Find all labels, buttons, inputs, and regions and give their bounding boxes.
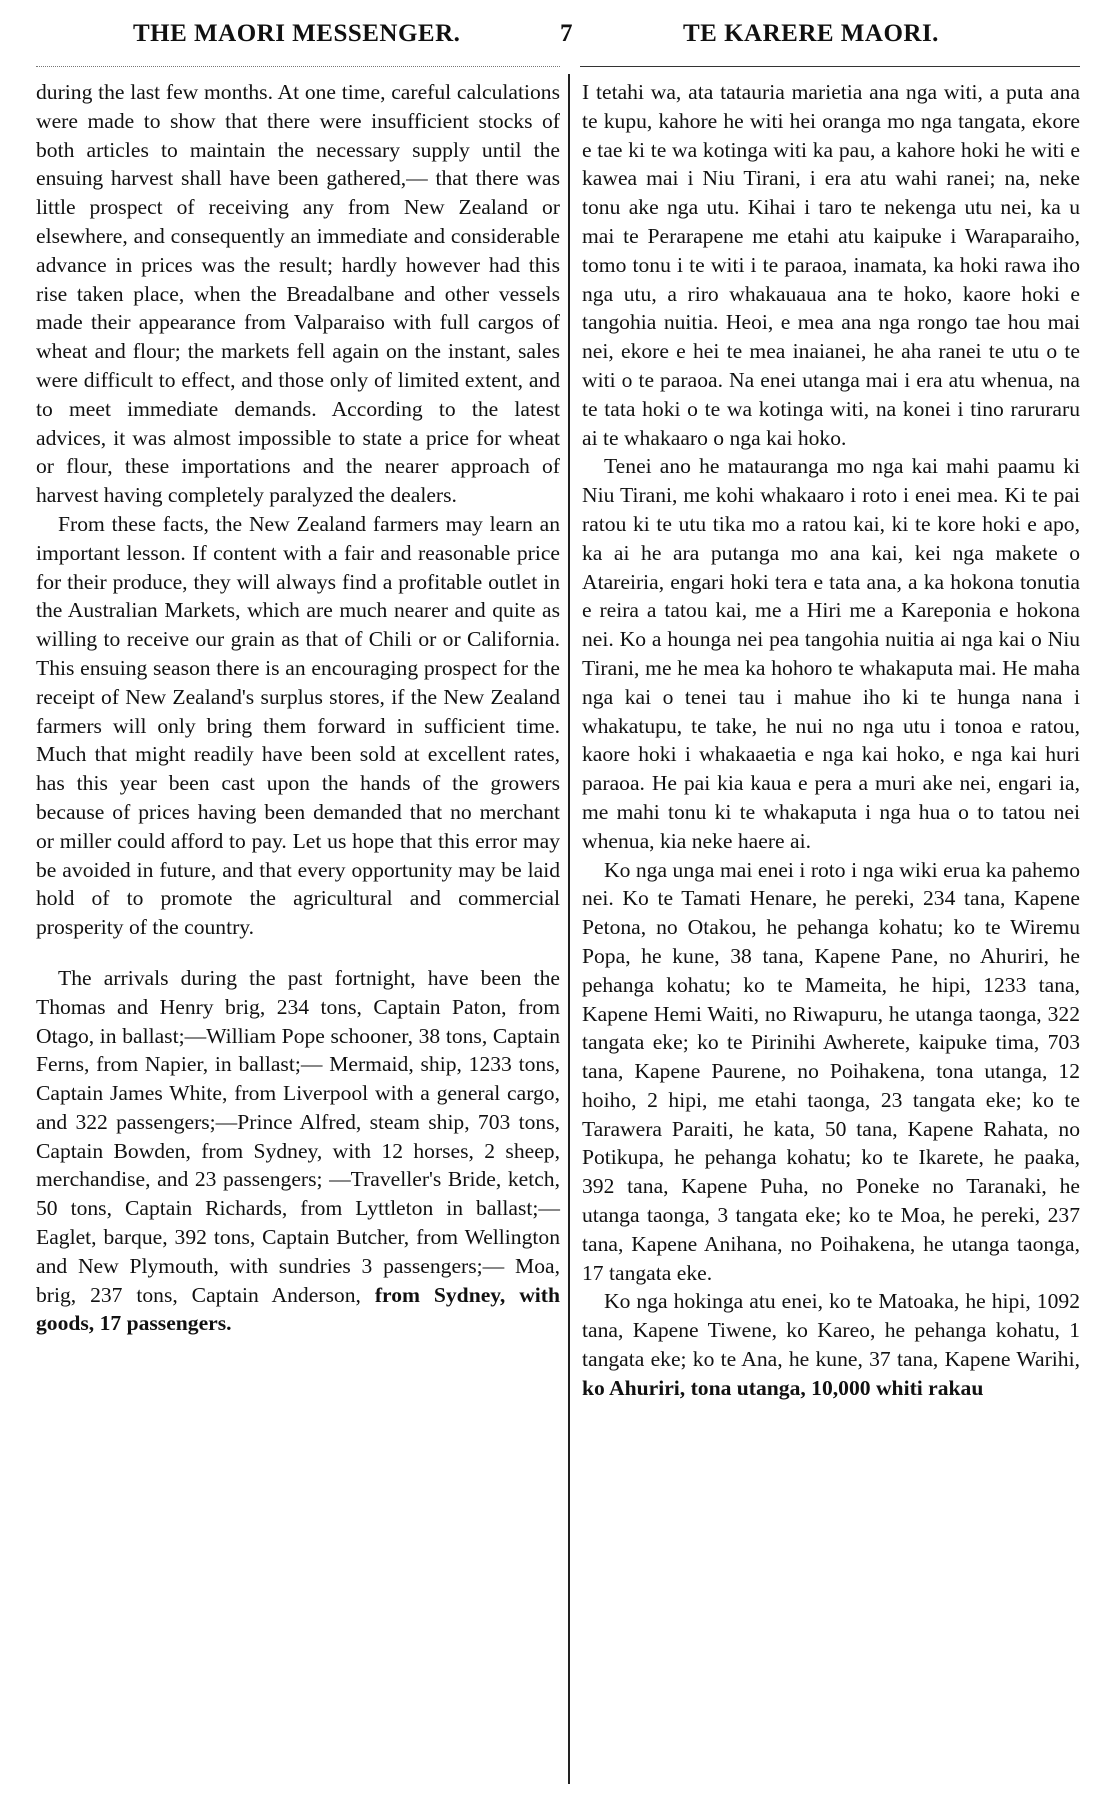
maori-column	[582, 78, 1080, 1403]
english-column	[36, 78, 560, 1338]
maori-paragraph-2: Tenei ano he matauranga mo nga kai mahi paamu ki Niu Tirani, me kohi whakaaro i roto i enei mea. Ki te pai ratou ki te utu tika mo a ratou kai, ki te kore hoki e apo, ka ai he ara putanga mo ana kai, kei nga makete o Atareiria, engari hoki tera e tata ana, a ka hokona tonutia e reira a tatou kai, me a Hiri me a Kareponia e hokona nei. Ko a hounga nei pea tangohia nuitia ai nga kai o Niu Tirani, me he mea ka hohoro te whakaputa mai. He maha nga kai o tenei tau i mahue iho ki te hunga nana i whakatupu, te take, he nui no nga utu i tonoa e ratou, kaore hoki i whakaaetia e nga kai hoko, e nga kai huri paraoa. He pai kia kaua e pera a muri ake nei, engari ia, me mahi tonu ki te whakaputa i nga hua o to tatou nei whenua, kia neke haere ai.	[582, 454, 1080, 853]
english-paragraph-1: during the last few months. At one time, careful calculations were made to show that there were insufficient stocks of both articles to maintain the necessary supply until the ensuing harvest shall have been gathered,— that there was little prospect of receiving any from New Zealand or elsewhere, and consequently an immediate and considerable advance in prices was the result; hardly however had this rise taken place, when the Breadalbane and other vessels made their appearance from Valparaiso with full cargos of wheat and flour; the markets fell again on the instant, sales were difficult to effect, and those only of limited extent, and to meet immediate demands. According to the latest advices, it was almost impossible to state a price for wheat or flour, these importations and the nearer approach of harvest having completely paralyzed the dealers.	[36, 80, 560, 508]
english-arrivals-tail: from Sydney, with goods, 17 passengers.	[36, 1282, 560, 1336]
maori-masthead: TE KARERE MAORI.	[683, 20, 939, 47]
maori-paragraph-1: I tetahi wa, ata tatauria marietia ana nga witi, a puta ana te kupu, kahore he witi hei oranga mo nga tangata, ekore e tae ki te wa kotinga witi ka pau, a kahore hoki he witi e kawea mai i Niu Tirani, i era atu wahi ranei; na, neke tonu ake nga utu. Kihai i taro te nekenga utu nei, ka u mai te Perarapene me etahi atu kaipuke i Waraparaiho, tomo tonu i te witi i te paraoa, inamata, ka hoki rawa iho nga utu, a riro whakauaua ana te hoko, kaore hoki e tangohia nuitia. Heoi, e mea ana nga rongo tae hou mai nei, ekore e hei te mea inaianei, he aha ranei te utu o te witi o te paraoa. Na enei utanga mai i era atu whenua, na te tata hoki o te wa kotinga witi, na konei i tino raruraru ai te whakaaro o nga kai hoko.	[582, 80, 1080, 450]
header-rule-left	[36, 66, 560, 67]
page-number: 7	[560, 20, 573, 47]
maori-departures-tail: ko Ahuriri, tona utanga, 10,000 whiti rakau	[582, 1375, 984, 1400]
english-masthead: THE MAORI MESSENGER.	[133, 20, 461, 47]
maori-departures-text: Ko nga hokinga atu enei, ko te Matoaka, he hipi, 1092 tana, Kapene Tiwene, ko Kareo, he pehanga kohatu, 1 tangata eke; ko te Ana, he kune, 37 tana, Kapene Warihi,	[582, 1289, 1080, 1372]
maori-paragraph-arrivals: Ko nga unga mai enei i roto i nga wiki erua ka pahemo nei. Ko te Tamati Henare, he pereki, 234 tana, Kapene Petona, no Otakou, he pehanga kohatu; ko te Wiremu Popa, he kune, 38 tana, Kapene Pane, no Ahuriri, he pehanga kohatu; ko te Mameita, he hipi, 1233 tana, Kapene Hemi Waiti, no Riwapuru, he utanga taonga, 322 tangata eke; ko te Pirinihi Awherete, kaipuke tima, 703 tana, Kapene Paurene, no Poihakena, tona utanga, 12 hoiho, 2 hipi, me etahi taonga, 23 tangata eke; ko te Tarawera Paraiti, he kata, 50 tana, Kapene Rahata, no Potikupa, he pehanga kohatu; ko te Ikarete, he paaka, 392 tana, Kapene Puha, no Poneke no Taranaki, he utanga taonga, 3 tangata eke; ko te Moa, he pereki, 237 tana, Kapene Anihana, no Poihakena, he utanga taonga, 17 tangata eke.	[582, 857, 1080, 1285]
header-rule-right	[580, 66, 1080, 67]
english-arrivals-text: The arrivals during the past fortnight, have been the Thomas and Henry brig, 234 tons, Captain Paton, from Otago, in ballast;—William Pope schooner, 38 tons, Captain Ferns, from Napier, in ballast;— Mermaid, ship, 1233 tons, Captain James White, from Liverpool with a general cargo, and 322 passengers;—Prince Alfred, steam ship, 703 tons, Captain Bowden, from Sydney, with 12 horses, 2 sheep, merchandise, and 23 passengers; —Traveller's Bride, ketch, 50 tons, Captain Richards, from Lyttleton in ballast;—Eaglet, barque, 392 tons, Captain Butcher, from Wellington and New Plymouth, with sundries 3 passengers;— Moa, brig, 237 tons, Captain Anderson,	[36, 965, 560, 1307]
column-divider	[568, 74, 570, 1784]
english-paragraph-arrivals	[36, 964, 560, 1338]
maori-paragraph-departures	[582, 1287, 1080, 1402]
english-paragraph-2: From these facts, the New Zealand farmers may learn an important lesson. If content with a fair and reasonable price for their produce, they will always find a profitable outlet in the Australian Markets, which are much nearer and quite as willing to receive our grain as that of Chili or or California. This ensuing season there is an encouraging prospect for the receipt of New Zealand's surplus stores, if the New Zealand farmers will only bring them forward in sufficient time. Much that might readily have been sold at excellent rates, has this year been cast upon the hands of the growers because of prices having been demanded that no merchant or miller could afford to pay. Let us hope that this error may be avoided in future, and that every opportunity may be laid hold of to promote the agricultural and commercial prosperity of the country.	[36, 511, 560, 940]
